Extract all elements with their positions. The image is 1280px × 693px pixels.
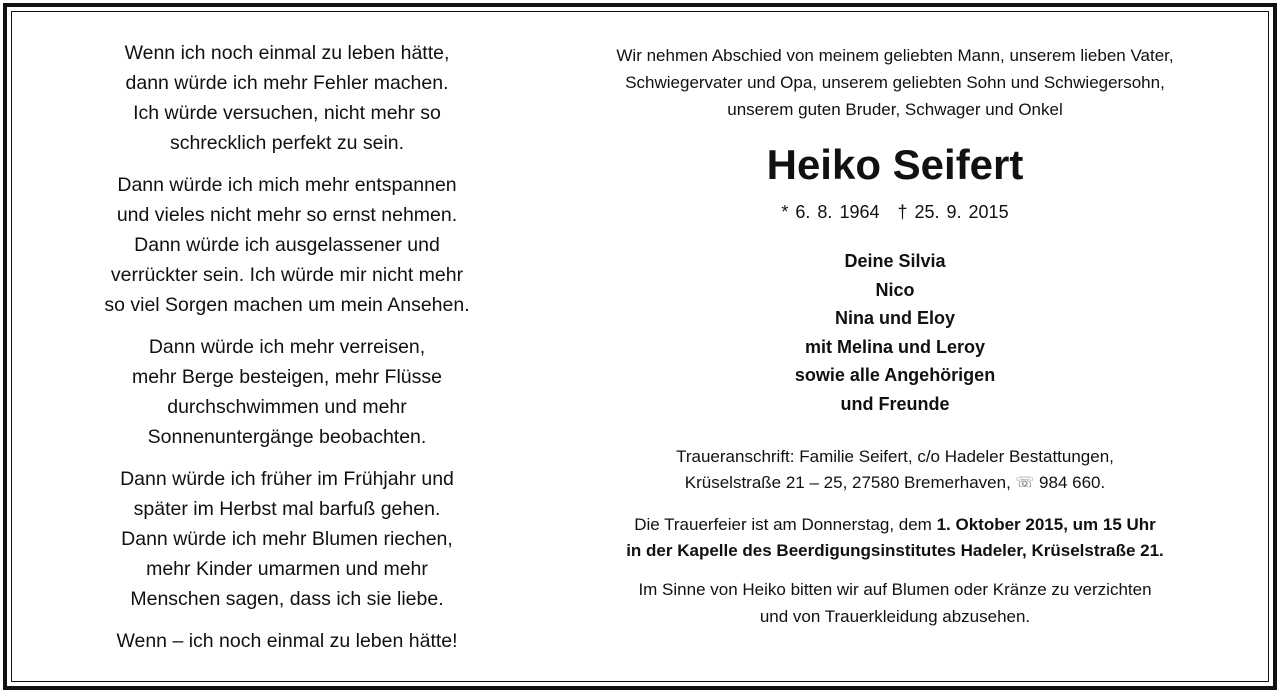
address-line-1: Traueranschrift: Familie Seifert, c/o Hadeler Bestattungen,	[676, 447, 1114, 466]
poem-stanza-2	[52, 170, 522, 320]
family-signatures	[550, 247, 1240, 418]
obituary-inner-border	[11, 11, 1269, 682]
family-line: mit Melina und Leroy	[804, 336, 986, 357]
service-line-1	[550, 512, 1240, 538]
service-place: in der Kapelle des Beerdigungsinstitutes Hadeler, Krüselstraße 21.	[626, 541, 1164, 560]
service-date: 1. Oktober 2015, um 15 Uhr	[936, 515, 1156, 534]
poem-line: Dann würde ich mich mehr entspannen	[117, 174, 457, 196]
service-intro: Die Trauerfeier ist am Donnerstag, dem	[634, 515, 937, 534]
family-line: Nina und Eloy	[834, 308, 955, 328]
poem-line: Wenn ich noch einmal zu leben hätte,	[124, 42, 450, 64]
flower-request	[550, 576, 1240, 630]
poem-line: Menschen sagen, dass ich sie liebe.	[130, 588, 444, 610]
poem-line: mehr Kinder umarmen und mehr	[146, 558, 428, 580]
family-line: und Freunde	[840, 393, 950, 414]
poem-line: Sonnenuntergänge beobachten.	[147, 426, 427, 448]
intro-line: unserem guten Bruder, Schwager und Onkel	[727, 100, 1063, 119]
poem-line: Dann würde ich mehr verreisen,	[148, 336, 426, 358]
poem-line: schrecklich perfekt zu sein.	[169, 132, 405, 154]
poem-line: mehr Berge besteigen, mehr Flüsse	[132, 366, 442, 388]
notice-intro	[550, 42, 1240, 123]
family-line: sowie alle Angehörigen	[794, 365, 996, 385]
deceased-name: Heiko Seifert	[766, 141, 1024, 188]
phone-number: 984 660.	[1039, 473, 1106, 492]
poem-line: durchschwimmen und mehr	[167, 396, 407, 418]
telephone-icon: ☏	[1015, 474, 1035, 491]
poem-line: und vieles nicht mehr so ernst nehmen.	[116, 204, 458, 226]
poem-stanza-5	[52, 626, 522, 656]
intro-line: Schwiegervater und Opa, unserem geliebten Sohn und Schwiegersohn,	[625, 73, 1165, 92]
funeral-service-info	[550, 512, 1240, 564]
poem-stanza-3	[52, 332, 522, 452]
intro-line: Wir nehmen Abschied von meinem geliebten Mann, unserem lieben Vater,	[616, 46, 1174, 65]
mourning-address	[550, 444, 1240, 496]
life-dates	[550, 199, 1240, 225]
poem-line: später im Herbst mal barfuß gehen.	[133, 498, 441, 520]
poem-stanza-4	[52, 464, 522, 614]
birth-date: * 6. 8. 1964	[781, 202, 880, 222]
notice-column	[550, 42, 1240, 630]
poem-line: verrückter sein. Ich würde mir nicht mehr	[110, 264, 464, 286]
obituary-frame	[3, 3, 1277, 690]
family-line: Nico	[875, 279, 915, 300]
poem-line: so viel Sorgen machen um mein Ansehen.	[104, 294, 470, 316]
poem-line: dann würde ich mehr Fehler machen.	[125, 72, 449, 94]
poem-line: Dann würde ich mehr Blumen riechen,	[121, 528, 453, 550]
address-street: Krüselstraße 21 – 25, 27580 Bremerhaven,	[684, 473, 1011, 492]
poem-stanza-1	[52, 38, 522, 158]
service-line-2	[550, 538, 1240, 564]
family-line: Deine Silvia	[844, 251, 946, 271]
poem-line: Dann würde ich ausgelassener und	[134, 234, 440, 256]
poem-line: Dann würde ich früher im Frühjahr und	[120, 468, 454, 490]
death-date: † 25. 9. 2015	[897, 202, 1009, 222]
address-line-2	[550, 470, 1240, 496]
poem	[52, 38, 522, 668]
request-line: Im Sinne von Heiko bitten wir auf Blumen oder Kränze zu verzichten	[638, 580, 1152, 599]
request-line: und von Trauerkleidung abzusehen.	[759, 607, 1031, 626]
poem-line: Ich würde versuchen, nicht mehr so	[133, 102, 441, 124]
poem-line: Wenn – ich noch einmal zu leben hätte!	[116, 630, 458, 652]
